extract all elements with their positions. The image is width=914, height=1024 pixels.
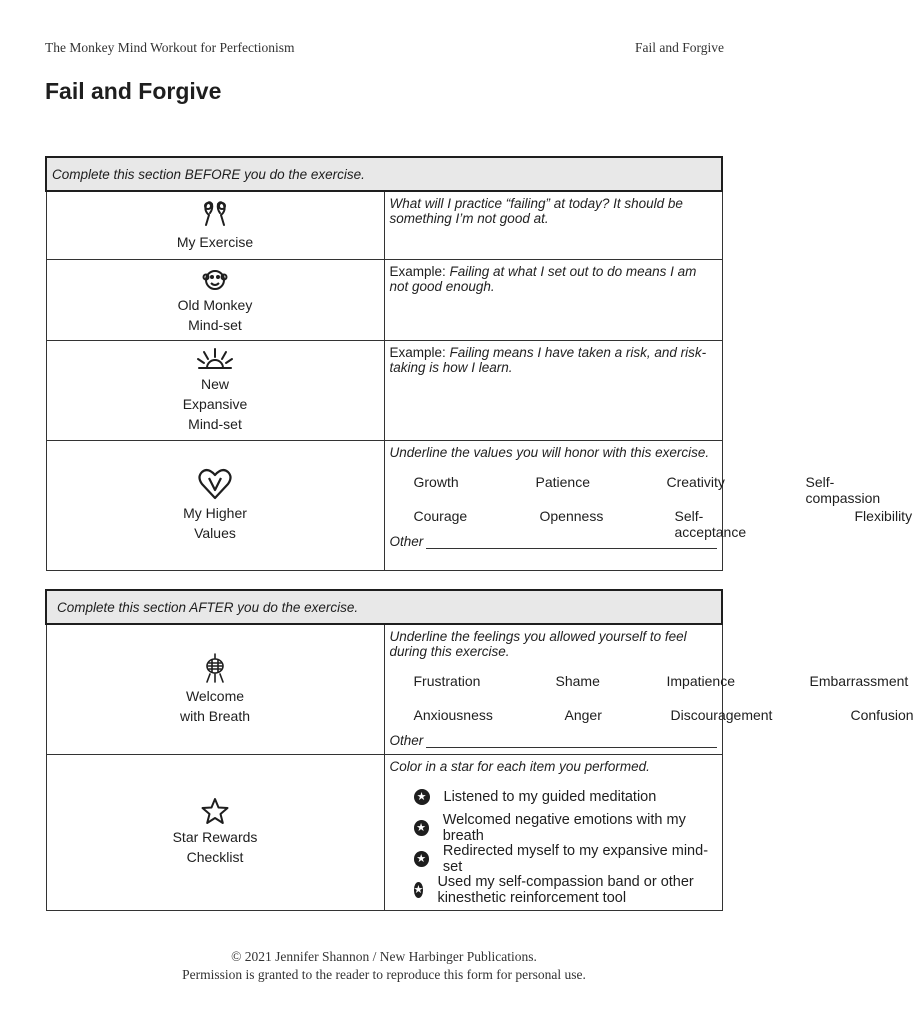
new-mindset-example: Failing means I have taken a risk, and risk-taking is how I learn. xyxy=(389,344,707,375)
star-checklist-item[interactable] xyxy=(390,844,717,875)
value-option[interactable]: Creativity xyxy=(666,473,725,490)
new-mindset-content-cell[interactable] xyxy=(384,340,722,440)
star-item-label: Used my self-compassion band or other kinesthetic reinforcement tool xyxy=(437,874,694,906)
feeling-option[interactable]: Shame xyxy=(555,673,600,689)
star-item-label: Redirected myself to my expansive mind-set xyxy=(442,843,709,875)
star-bullet-icon[interactable]: ★ xyxy=(414,820,429,836)
new-mindset-label-cell xyxy=(46,340,384,440)
value-option[interactable]: Courage xyxy=(413,507,468,524)
feelings-other-line[interactable] xyxy=(390,733,717,748)
feelings-label: Welcome with Breath xyxy=(179,688,251,725)
values-prompt: Underline the values you will honor with this exercise. xyxy=(389,444,710,460)
old-mindset-content-cell[interactable] xyxy=(384,259,722,340)
values-options xyxy=(390,460,913,540)
feelings-label-cell xyxy=(46,624,384,754)
before-section-table xyxy=(45,156,913,571)
feeling-option[interactable]: Frustration xyxy=(413,673,481,689)
star-item-label: Welcomed negative emotions with my breath xyxy=(442,812,686,844)
feeling-option[interactable]: Anxiousness xyxy=(413,707,493,723)
stars-label-cell xyxy=(46,754,384,910)
feelings-other-label: Other xyxy=(389,733,424,748)
star-outline-icon xyxy=(201,797,229,825)
heart-v-icon xyxy=(197,467,233,501)
feeling-option[interactable]: Impatience xyxy=(666,673,735,689)
feeling-option[interactable]: Anger xyxy=(564,707,602,723)
old-mindset-row xyxy=(46,259,722,340)
star-bullet-icon[interactable]: ★ xyxy=(414,882,424,898)
value-option[interactable]: Flexibility xyxy=(854,507,913,524)
monkey-face-icon xyxy=(201,265,229,293)
value-option[interactable]: Self-compassion xyxy=(805,473,881,506)
value-option[interactable]: Growth xyxy=(413,473,459,490)
star-checklist-item[interactable] xyxy=(390,782,717,813)
footer-copyright: © 2021 Jennifer Shannon / New Harbinger Publications. xyxy=(231,949,537,964)
old-mindset-label-cell xyxy=(46,259,384,340)
running-header-book-title: The Monkey Mind Workout for Perfectionism xyxy=(45,40,295,55)
footer-permission: Permission is granted to the reader to reproduce this form for personal use. xyxy=(182,967,586,982)
new-mindset-example-prefix: Example: xyxy=(389,344,450,360)
values-other-line[interactable] xyxy=(390,534,717,549)
page-title: Fail and Forgive xyxy=(45,78,222,104)
exercise-content-cell[interactable] xyxy=(384,191,722,259)
feeling-option[interactable]: Discouragement xyxy=(670,707,773,723)
value-option[interactable]: Self-acceptance xyxy=(674,507,747,540)
stars-label: Star Rewards Checklist xyxy=(172,829,258,865)
feelings-prompt: Underline the feelings you allowed yourself to feel during this exercise. xyxy=(389,629,687,659)
values-label-cell xyxy=(46,440,384,570)
star-bullet-icon[interactable]: ★ xyxy=(414,851,429,867)
stars-content-cell xyxy=(384,754,722,910)
dumbbell-flex-icon xyxy=(197,198,233,230)
values-other-label: Other xyxy=(389,533,424,549)
star-checklist-item[interactable] xyxy=(390,875,717,906)
star-checklist-item[interactable] xyxy=(390,813,717,844)
value-option[interactable]: Patience xyxy=(535,473,590,490)
new-mindset-row xyxy=(46,340,722,440)
running-header-chapter-title: Fail and Forgive xyxy=(635,40,724,55)
stars-row xyxy=(46,754,722,910)
values-content-cell xyxy=(384,440,913,570)
feeling-option[interactable]: Confusion xyxy=(850,707,914,723)
after-section-heading: Complete this section AFTER you do the exercise. xyxy=(46,590,722,624)
star-item-label: Listened to my guided meditation xyxy=(443,789,657,805)
new-mindset-label: New Expansive Mind-set xyxy=(182,376,248,432)
exercise-prompt: What will I practice “failing” at today? It should be something I’m not good at. xyxy=(389,196,683,226)
values-label: My Higher Values xyxy=(183,505,247,541)
exercise-row xyxy=(46,191,722,259)
feeling-option[interactable]: Embarrassment xyxy=(809,673,909,689)
values-row xyxy=(46,440,722,570)
old-mindset-example-prefix: Example: xyxy=(389,263,450,279)
old-mindset-example: Failing at what I set out to do means I am not good enough. xyxy=(389,263,697,294)
before-section-heading: Complete this section BEFORE you do the exercise. xyxy=(46,157,722,191)
footer xyxy=(0,948,768,984)
breath-lantern-icon xyxy=(202,652,228,684)
old-mindset-label: Old Monkey Mind-set xyxy=(177,296,253,333)
feelings-other-field[interactable] xyxy=(426,735,716,748)
exercise-label: My Exercise xyxy=(176,234,254,251)
sunrise-icon xyxy=(195,346,235,372)
exercise-label-cell xyxy=(46,191,384,259)
star-bullet-icon[interactable]: ★ xyxy=(414,789,430,805)
stars-prompt: Color in a star for each item you performed. xyxy=(389,758,650,774)
feelings-row xyxy=(46,624,722,754)
value-option[interactable]: Openness xyxy=(539,507,604,524)
feelings-options xyxy=(390,659,914,729)
values-other-field[interactable] xyxy=(426,536,716,549)
feelings-content-cell xyxy=(384,624,914,754)
after-section-table xyxy=(45,589,914,911)
star-checklist xyxy=(390,782,717,906)
